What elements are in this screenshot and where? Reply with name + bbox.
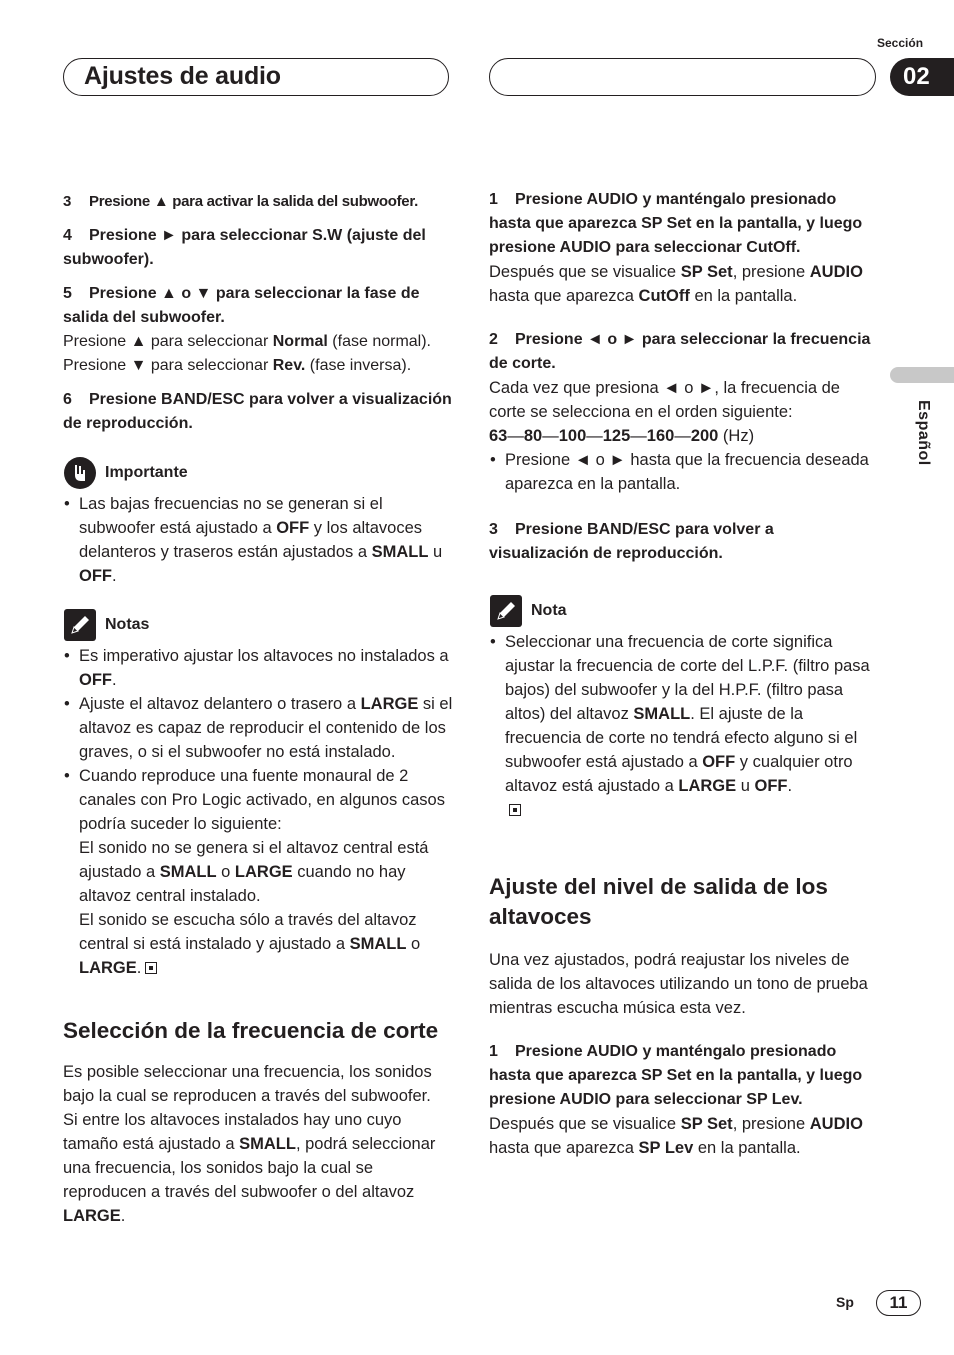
list-item: • Cuando reproduce una fuente monaural de 2 canales con Pro Logic activado, en algunos casos podría suceder lo siguiente: El sonido no se genera si el altavoz central está ajustado a SMALL o LARGE cuando no hay altavoz central instalado. El sonido se escucha sólo a través del altavoz central si está instalado y ajustado a SMALL o LARGE. [63,764,455,980]
speaker-level-intro: Una vez ajustados, podrá reajustar los niveles de salida de los altavoces utilizando un tono de prueba mientras escucha música esta vez. [489,951,868,1017]
section-label: Sección [877,36,924,50]
up-arrow-icon: ▲ [130,333,147,350]
list-item: • Es imperativo ajustar los altavoces no instalados a OFF. [63,644,455,692]
step-5-select-phase: 5 Presione ▲ o ▼ para seleccionar la fase de salida del subwoofer. [63,285,420,326]
cutoff-intro-2: Si entre los altavoces instalados hay uno cuyo tamaño está ajustado a SMALL, podrá seleccionar una frecuencia, los sonidos bajo la cual se reproducen a través del subwoofer o del altavoz LARGE. [63,1111,436,1225]
end-mark-icon [145,962,157,974]
step-3-return-display: 3 Presione BAND/ESC para volver a visualización de reproducción. [489,521,774,562]
frequency-bullet-list [489,448,877,496]
notes-list [63,644,455,980]
step-1-select-cutoff: 1 Presione AUDIO y manténgalo presionado hasta que aparezca SP Set en la pantalla, y luego presione AUDIO para seleccionar CutOff. [489,191,863,256]
language-code: Sp [836,1294,854,1310]
step-2-select-frequency: 2 Presione ◄ o ► para seleccionar la frecuencia de corte. [489,331,871,372]
down-arrow-icon: ▼ [130,357,147,374]
notes-header: Notas [63,608,455,642]
phase-normal-text: Presione ▲ para seleccionar Normal (fase normal). [63,333,431,350]
right-arrow-icon: ► [161,227,177,244]
language-tab-bar [890,367,954,383]
up-arrow-icon: ▲ [153,193,169,210]
right-arrow-icon: ► [609,451,626,469]
language-tab-label: Español [915,400,932,466]
important-header: Importante [63,456,455,490]
header-blank-frame [489,58,876,96]
list-item: • Presione ◄ o ► hasta que la frecuencia deseada aparezca en la pantalla. [489,448,877,496]
cutoff-intro-1: Es posible seleccionar una frecuencia, los sonidos bajo la cual se reproducen a través del subwoofer. [63,1063,432,1105]
important-list [63,492,455,588]
section-number-badge: 02 [890,58,954,96]
right-arrow-icon: ► [621,331,638,348]
note-header: Nota [489,594,877,628]
step-1-cutoff-detail: Después que se visualice SP Set, presione AUDIO hasta que aparezca CutOff en la pantalla. [489,263,863,305]
list-item: • Las bajas frecuencias no se generan si el subwoofer está ajustado a OFF y los altavoces delanteros y traseros están ajustados a SMALL u OFF. [63,492,455,588]
frequency-order-text: Cada vez que presiona ◄ o ►, la frecuencia de corte se selecciona en el orden siguiente: [489,379,840,421]
frequency-sequence: 63—80—100—125—160—200 (Hz) [489,427,755,445]
end-mark-icon [509,804,521,816]
list-item: • Ajuste el altavoz delantero o trasero a LARGE si el altavoz es capaz de reproducir el contenido de los graves, o si el subwoofer no está instalado. [63,692,455,764]
phase-reverse-text: Presione ▼ para seleccionar Rev. (fase inversa). [63,357,412,374]
left-arrow-icon: ◄ [587,331,603,348]
left-arrow-icon: ◄ [663,379,680,397]
left-arrow-icon: ◄ [574,451,592,469]
step-6-return-display: 6 Presione BAND/ESC para volver a visualización de reproducción. [63,391,452,432]
step-3-activate-subwoofer: 3 Presione ▲ para activar la salida del subwoofer. [63,193,418,210]
section-heading-speaker-level: Ajuste del nivel de salida de los altavoces [489,874,828,929]
left-column [63,190,455,1228]
page-number: 11 [876,1290,921,1316]
note-list [489,630,877,822]
step-4-select-sw: 4 Presione ► para seleccionar S.W (ajuste del subwoofer). [63,227,426,268]
right-arrow-icon: ► [697,379,715,397]
list-item: • Seleccionar una frecuencia de corte significa ajustar la frecuencia de corte del L.P.F. (filtro pasa bajos) del subwoofer y la del H.P.F. (filtro pasa altos) del altavoz SMALL. El ajuste de la frecuencia de corte no tendrá efecto alguno si el subwoofer está ajustado a OFF y cualquier otro altavoz está ajustado a LARGE u OFF. [489,630,877,822]
page-title: Ajustes de audio [84,62,281,90]
pencil-note-icon [489,594,523,628]
up-arrow-icon: ▲ [161,285,177,302]
pencil-note-icon [63,608,97,642]
section-heading-cutoff: Selección de la frecuencia de corte [63,1018,439,1043]
step-1-sp-lev-detail: Después que se visualice SP Set, presione AUDIO hasta que aparezca SP Lev en la pantalla. [489,1115,863,1157]
down-arrow-icon: ▼ [195,285,212,302]
step-1-select-sp-lev: 1 Presione AUDIO y manténgalo presionado hasta que aparezca SP Set en la pantalla, y luego presione AUDIO para seleccionar SP Lev. [489,1043,863,1108]
warning-hand-icon [63,456,97,490]
right-column [489,188,877,1160]
